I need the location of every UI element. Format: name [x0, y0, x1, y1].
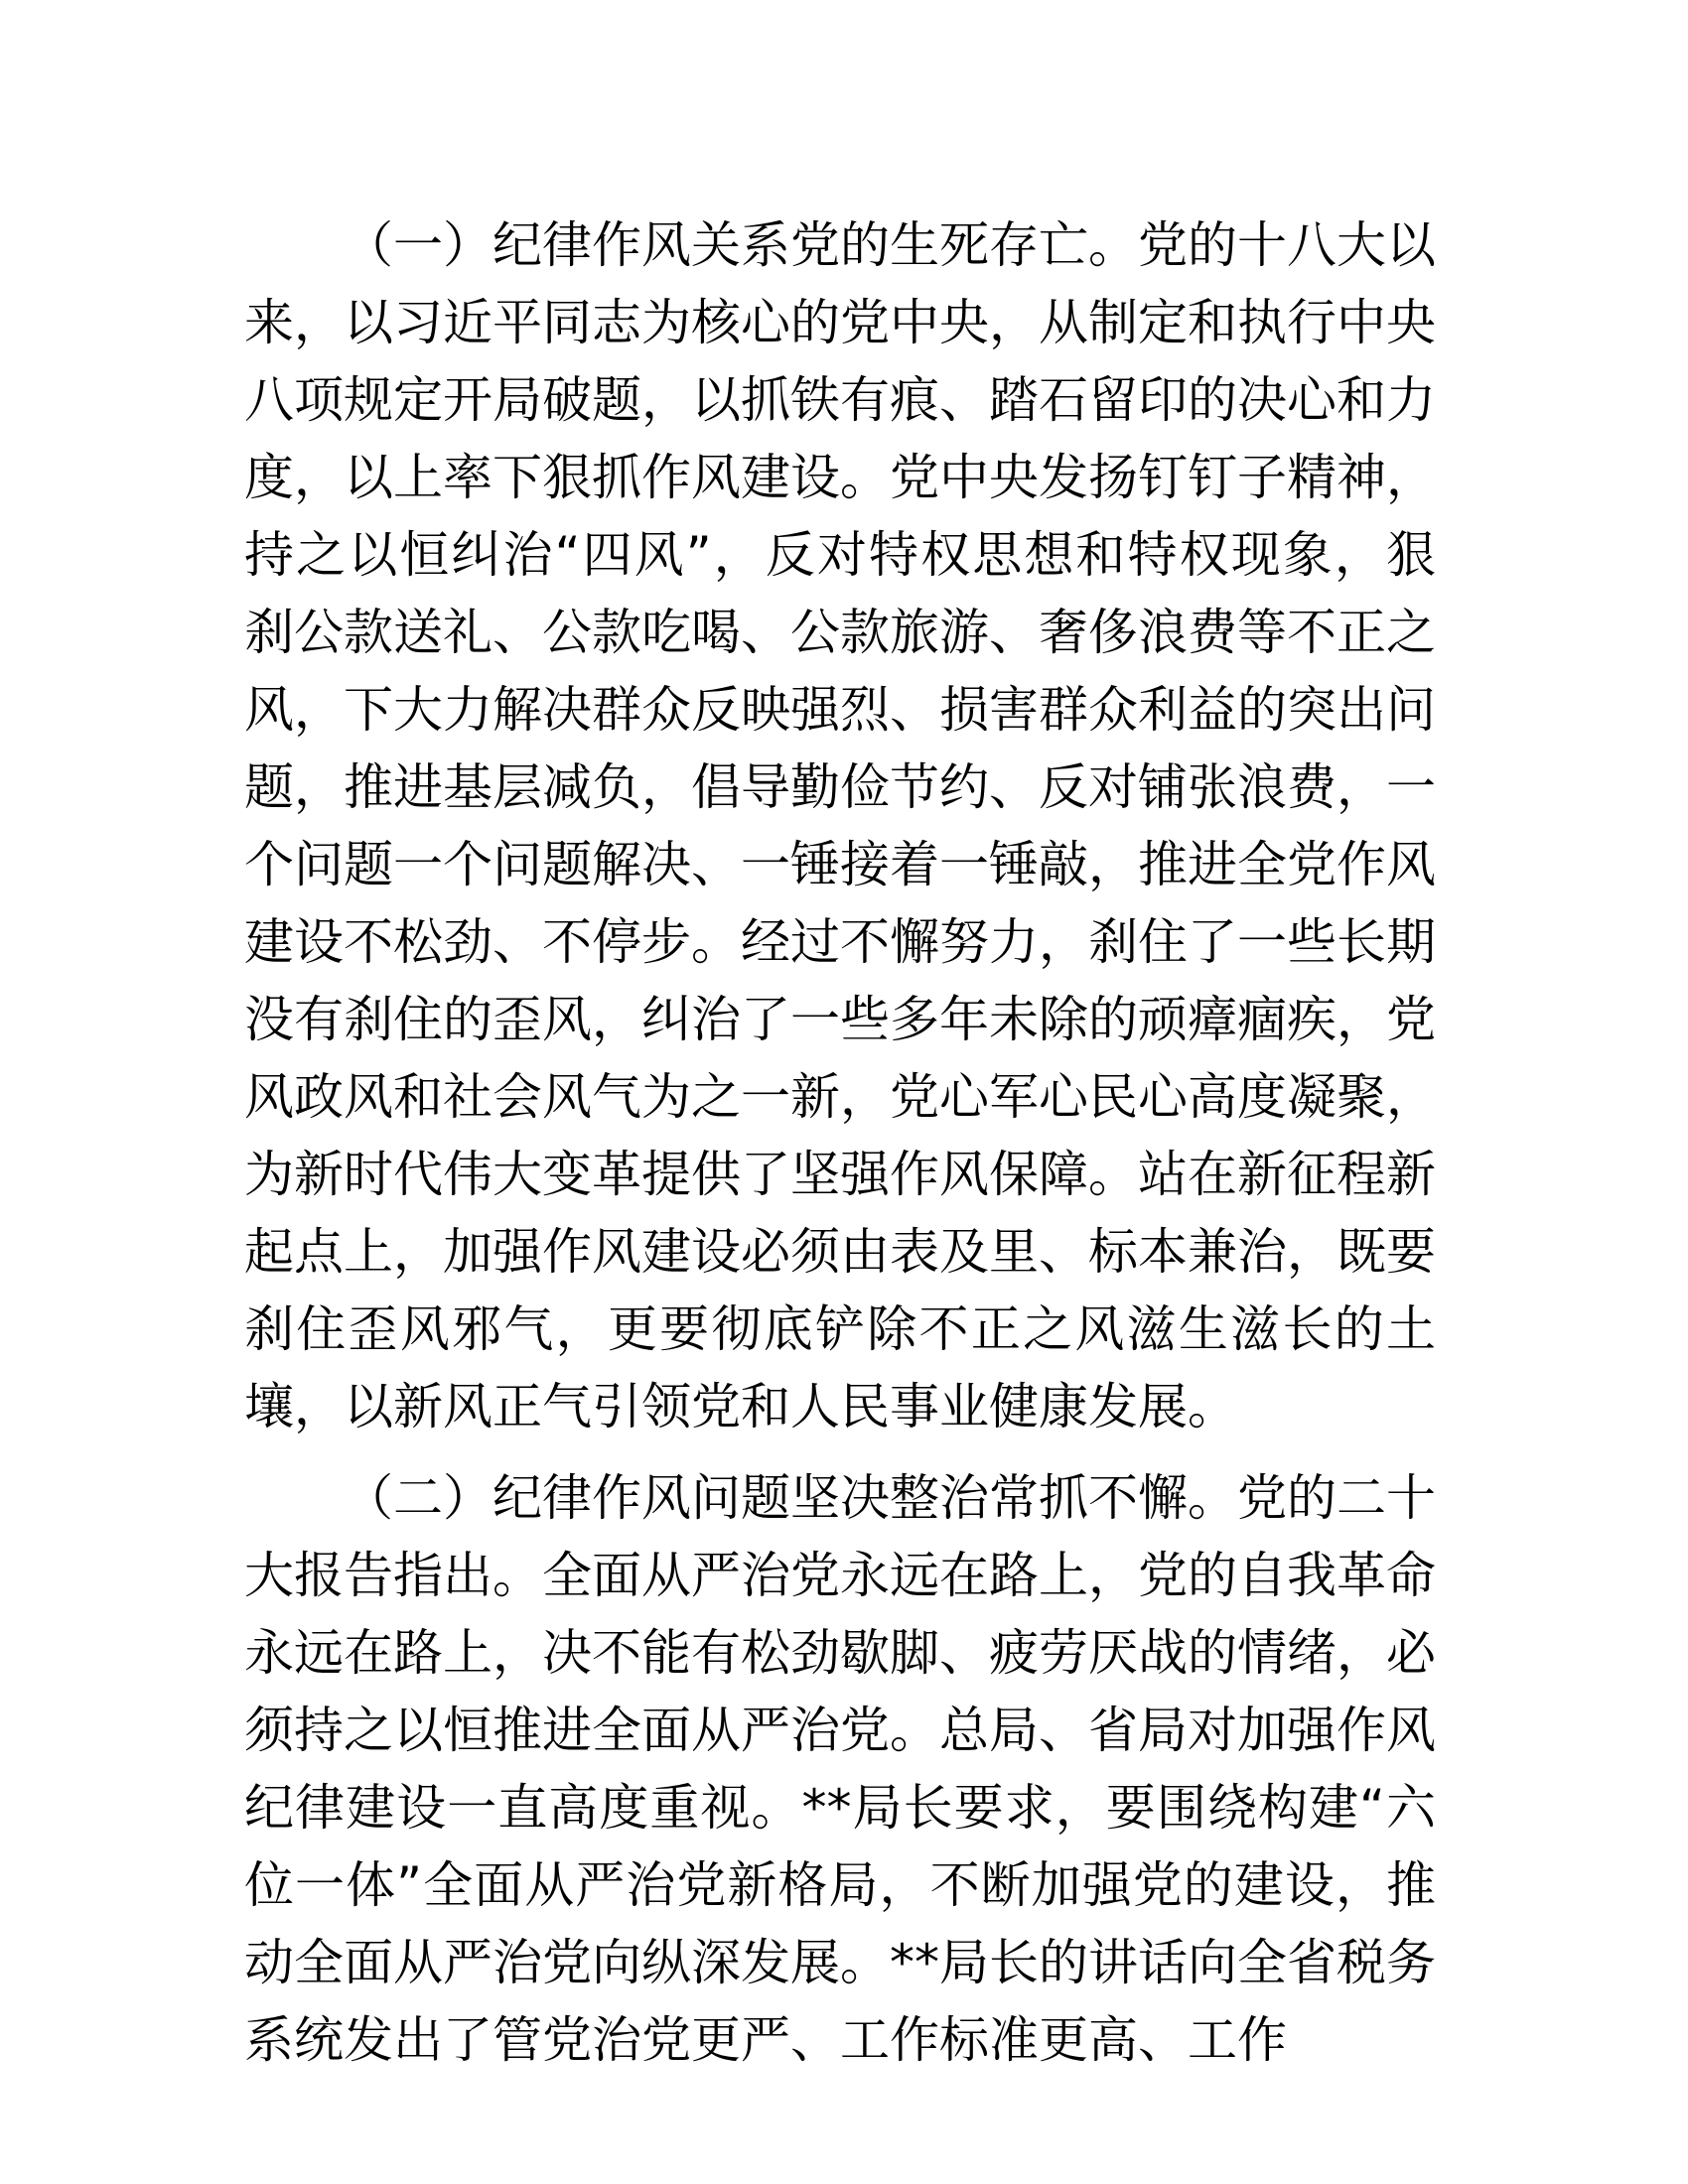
paragraph-discipline-style-importance: （一）纪律作风关系党的生死存亡。党的十八大以来，以习近平同志为核心的党中央，从制定和执行中央八项规定开局破题，以抓铁有痕、踏石留印的决心和力度，以上率下狠抓作风建设。党中央发扬钉钉子精神，持之以恒纠治“四风”，反对特权思想和特权现象，狠刹公款送礼、公款吃喝、公款旅游、奢侈浪费等不正之风，下大力解决群众反映强烈、损害群众利益的突出问题，推进基层减负，倡导勤俭节约、反对铺张浪费，一个问题一个问题解决、一锤接着一锤敲，推进全党作风建设不松劲、不停步。经过不懈努力，刹住了一些长期没有刹住的歪风，纠治了一些多年未除的顽瘴痼疾，党风政风和社会风气为之一新，党心军心民心高度凝聚，为新时代伟大变革提供了坚强作风保障。站在新征程新起点上，加强作风建设必须由表及里、标本兼治，既要刹住歪风邪气，更要彻底铲除不正之风滋生滋长的土壤，以新风正气引领党和人民事业健康发展。: [244, 216, 1436, 1435]
document-body: [244, 206, 1436, 2093]
paragraph-discipline-style-rectification: （二）纪律作风问题坚决整治常抓不懈。党的二十大报告指出。全面从严治党永远在路上，党的自我革命永远在路上，决不能有松劲歇脚、疲劳厌战的情绪，必须持之以恒推进全面从严治党。总局、省局对加强作风纪律建设一直高度重视。**局长要求，要围绕构建“六位一体”全面从严治党新格局，不断加强党的建设，推动全面从严治党向纵深发展。**局长的讲话向全省税务系统发出了管党治党更严、工作标准更高、工作: [244, 1469, 1436, 2069]
